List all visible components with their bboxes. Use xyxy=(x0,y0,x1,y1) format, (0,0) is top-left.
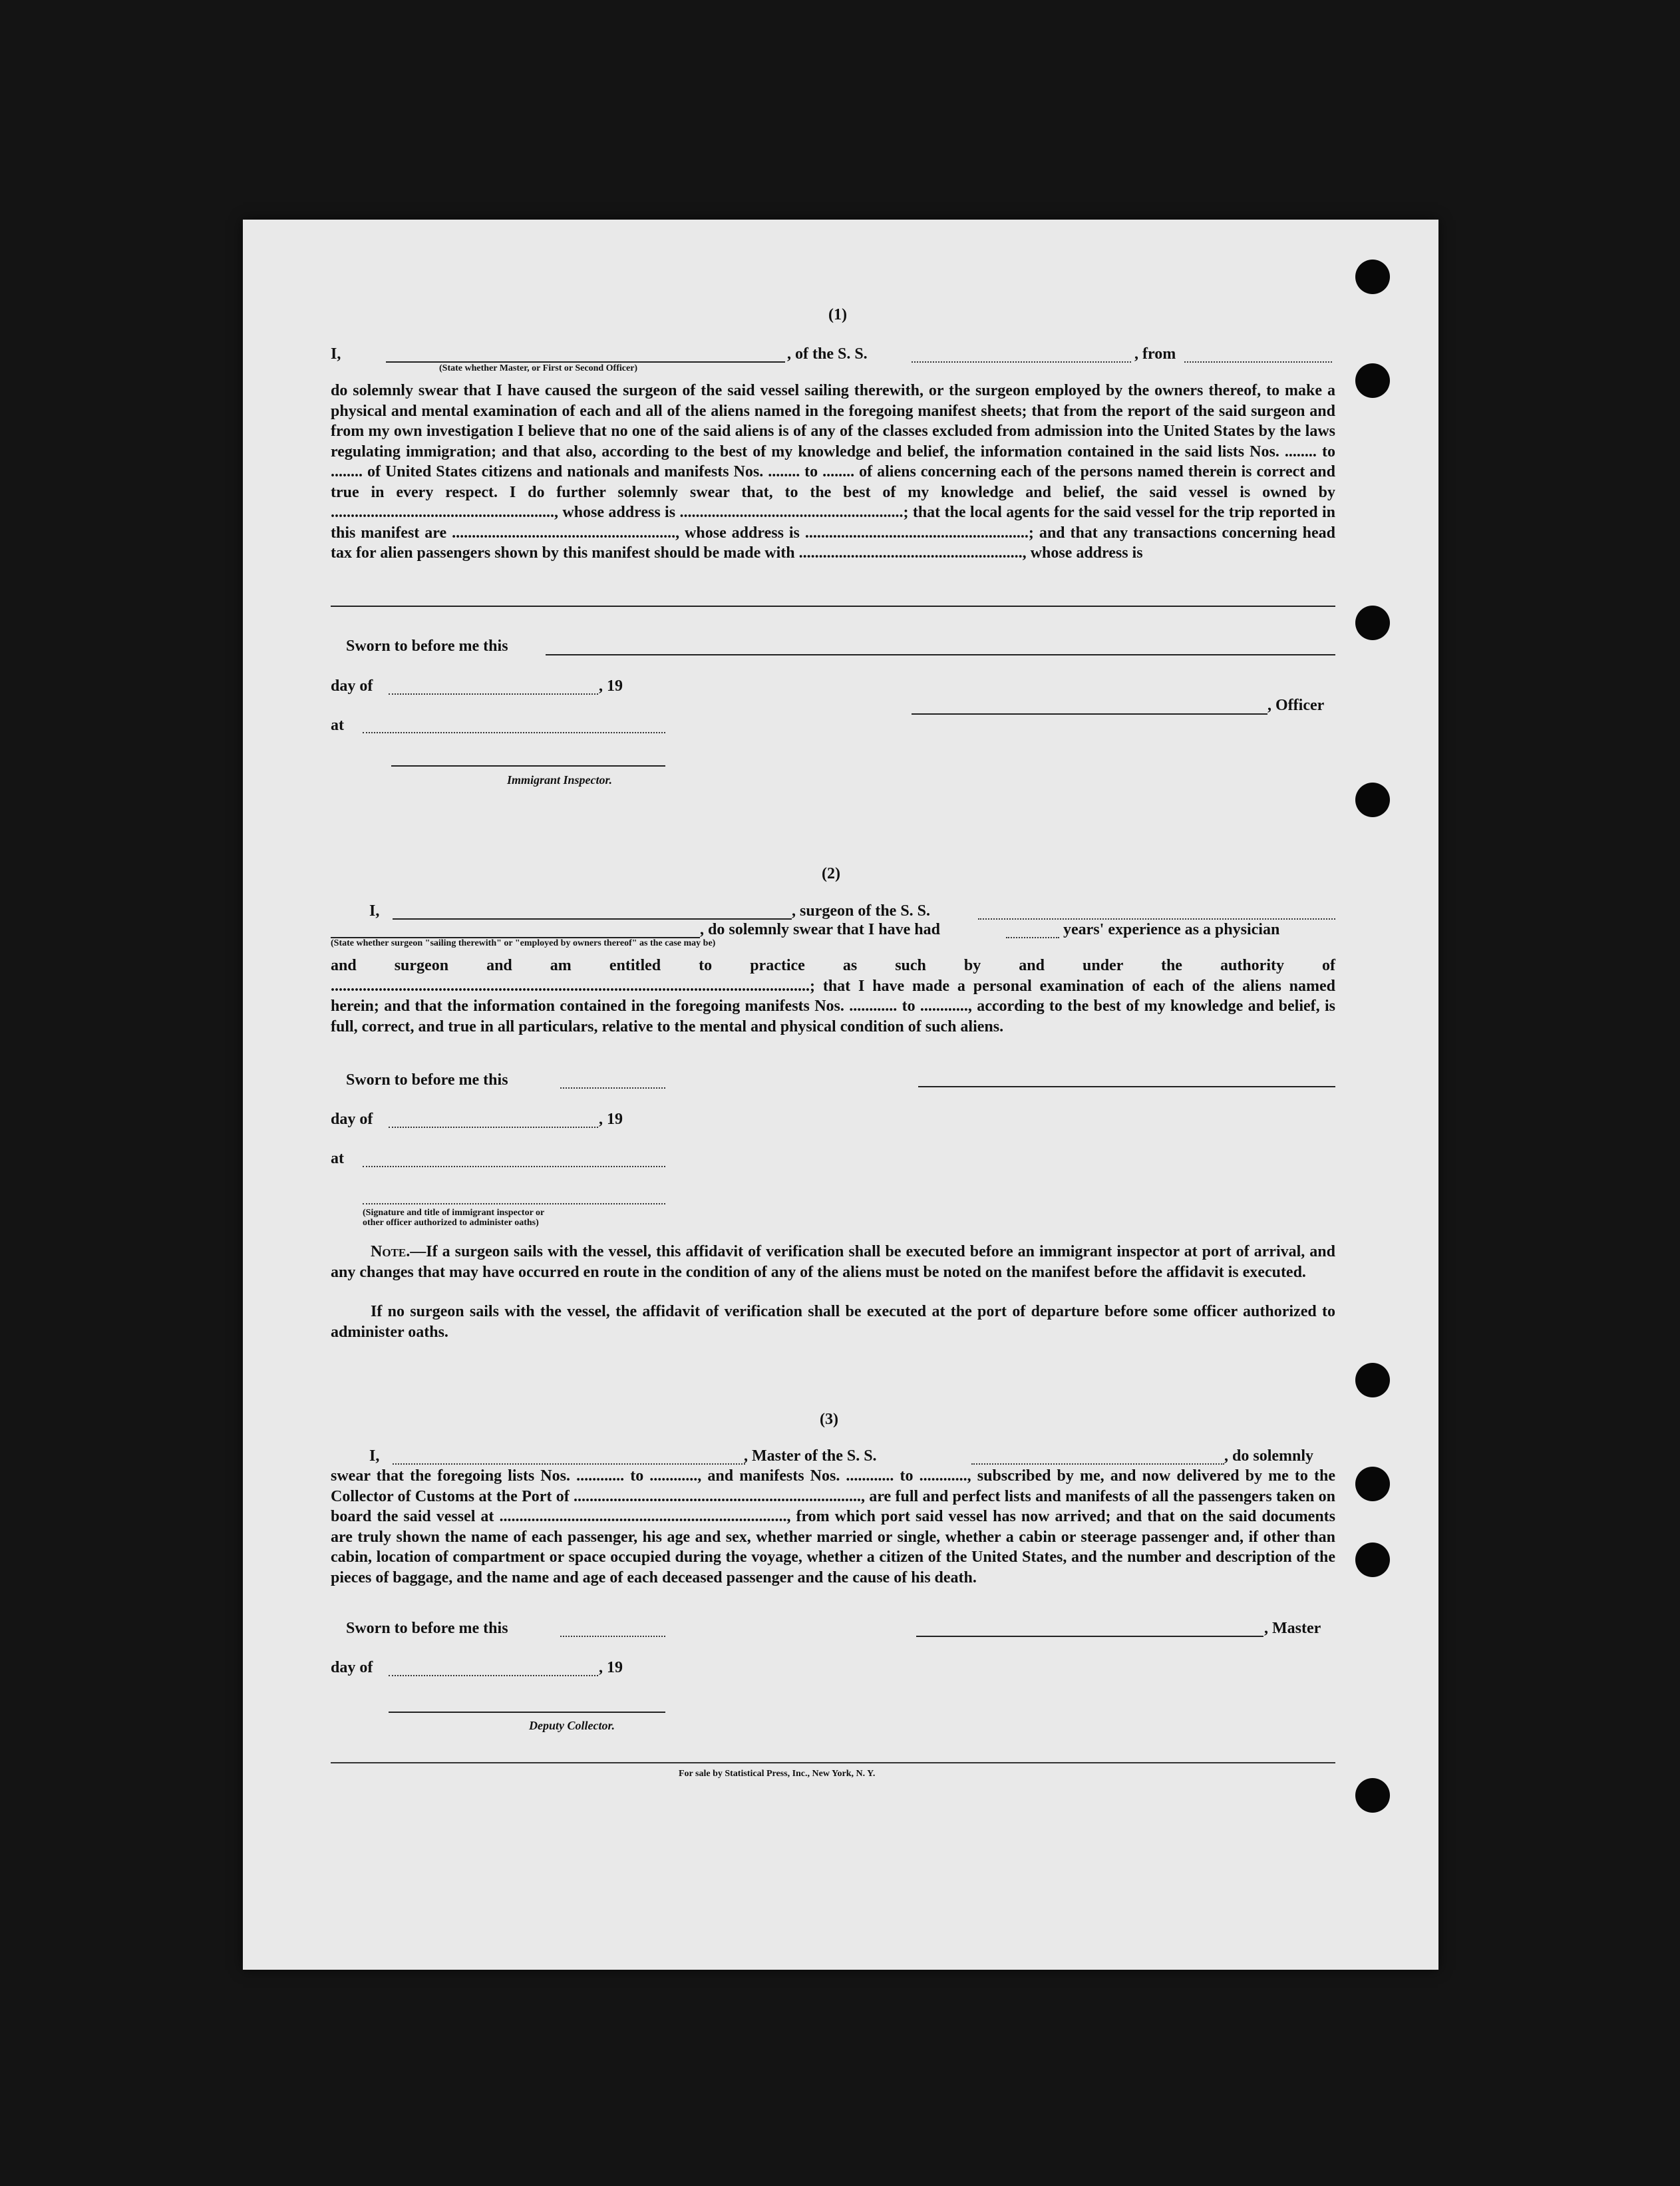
port-from-line[interactable] xyxy=(1184,361,1332,363)
section-2-day-of: day of xyxy=(331,1111,373,1128)
day-line[interactable] xyxy=(389,693,598,695)
section-3-body: swear that the foregoing lists Nos. ............ to ............, and manifests Nos. ............ to ............, subscribed by me, and now delivered by me to the Collector of Customs at the Port of ........................................................................, are full and perfect lists and manifests of all the passengers taken on board the said vessel at ........................................................................, from which port said vessel has now arrived; and that on the said documents are truly shown the name of each passenger, his age and sex, whether married or single, whether a cabin or steerage passenger and, if other than cabin, location of compartment or space occupied during the voyage, whether a citizen of the United States, and the number and description of the pieces of baggage, and the name and age of each deceased passenger and the cause of his death. xyxy=(331,1467,1335,1586)
at-line-2[interactable] xyxy=(363,1166,665,1167)
vessel-name-line[interactable] xyxy=(912,361,1131,363)
section-1-i-label: I, xyxy=(331,345,341,363)
at-line[interactable] xyxy=(363,732,665,733)
note-text-2: If no surgeon sails with the vessel, the affidavit of verification shall be executed at the port of departure before some officer authorized to administer oaths. xyxy=(331,1303,1335,1341)
address-line[interactable] xyxy=(331,606,1335,607)
section-1-day-of: day of xyxy=(331,677,373,695)
inspector-signature-line-2[interactable] xyxy=(363,1203,665,1204)
deputy-signature-line[interactable] xyxy=(389,1712,665,1713)
day-line-3[interactable] xyxy=(389,1675,598,1676)
sworn-line-3[interactable] xyxy=(560,1636,665,1637)
section-2-i-label: I, xyxy=(369,902,380,920)
binder-hole xyxy=(1355,363,1390,398)
section-2-surgeon-of: , surgeon of the S. S. xyxy=(792,902,931,920)
years-line[interactable] xyxy=(1006,937,1059,938)
binder-hole xyxy=(1355,1363,1390,1397)
binder-hole xyxy=(1355,260,1390,294)
inspector-signature-line[interactable] xyxy=(391,765,665,767)
section-2-sworn: Sworn to before me this xyxy=(346,1071,508,1089)
section-1-number: (1) xyxy=(828,306,847,323)
deputy-caption: Deputy Collector. xyxy=(529,1719,615,1732)
signature-caption-1: (Signature and title of immigrant inspector or xyxy=(363,1208,545,1218)
officer-label: , Officer xyxy=(1267,697,1325,714)
section-3-i-label: I, xyxy=(369,1447,380,1465)
section-3-day-of: day of xyxy=(331,1659,373,1676)
master-label: , Master xyxy=(1264,1620,1321,1637)
master-vessel-line[interactable] xyxy=(971,1463,1224,1465)
note-paragraph xyxy=(331,1242,1335,1282)
officer-caption: (State whether Master, or First or Second Officer) xyxy=(439,363,638,373)
officer-name-line[interactable] xyxy=(386,361,785,363)
surgeon-signature-line[interactable] xyxy=(918,1086,1335,1087)
section-1-at: at xyxy=(331,717,344,734)
section-2-number: (2) xyxy=(822,865,840,882)
section-1-body: do solemnly swear that I have caused the surgeon of the said vessel sailing therewith, or the surgeon employed by the owners thereof, to make a physical and mental examination of each and all of the aliens named in the foregoing manifest sheets; that from the report of the said surgeon and from my own investigation I believe that no one of the said aliens is of any of the classes excluded from admission into the United States by the laws regulating immigration; and that also, according to the best of my knowledge and belief, the information contained in the said lists Nos. ........ to ........ of United States citizens and nationals and manifests Nos. ........ to ........ of aliens concerning each of the persons named therein is correct and true in every respect. I do further solemnly swear that, to the best of my knowledge and belief, the said vessel is owned by ........................................................, whose address is ........................................................; that the local agents for the said vessel for the trip reported in this manifest are ........................................................, whose address is ........................................................; and that any transactions concerning head tax for alien passengers shown by this manifest should be made with ........................................................, whose address is xyxy=(331,382,1335,562)
sworn-line[interactable] xyxy=(546,654,1335,655)
section-3-number: (3) xyxy=(820,1411,838,1428)
section-2-body: and surgeon and am entitled to practice as such by and under the authority of ........................................................................................................................; that I have made a personal examination of each of the aliens named herein; and that the information contained in the foregoing manifests Nos. ............ to ............, according to the best of my knowledge and belief, is full, correct, and true in all particulars, relative to the mental and physical condition of such aliens. xyxy=(331,957,1335,1035)
note-label: Note. xyxy=(371,1243,411,1260)
section-2-year: , 19 xyxy=(599,1111,623,1128)
note-text-1: —If a surgeon sails with the vessel, this affidavit of verification shall be executed before an immigrant inspector at port of arrival, and any changes that may have occurred en route in the condition of any of the aliens must be noted on the manifest before the affidavit is executed. xyxy=(331,1243,1335,1281)
surgeon-caption: (State whether surgeon "sailing therewith" or "employed by owners thereof" as the case may be) xyxy=(331,938,716,948)
sworn-line-2[interactable] xyxy=(560,1087,665,1089)
binder-hole xyxy=(1355,1543,1390,1577)
section-3-sworn: Sworn to before me this xyxy=(346,1620,508,1637)
section-3-master-of: , Master of the S. S. xyxy=(744,1447,877,1465)
binder-hole xyxy=(1355,1778,1390,1813)
day-line-2[interactable] xyxy=(389,1127,598,1128)
footer-text: For sale by Statistical Press, Inc., New York, N. Y. xyxy=(679,1769,876,1779)
section-1-sworn: Sworn to before me this xyxy=(346,638,508,655)
section-3-year: , 19 xyxy=(599,1659,623,1676)
section-3-solemnly: , do solemnly xyxy=(1224,1447,1314,1465)
signature-caption-2: other officer authorized to administer oaths) xyxy=(363,1218,539,1228)
binder-hole xyxy=(1355,1467,1390,1501)
section-1-year: , 19 xyxy=(599,677,623,695)
inspector-caption: Immigrant Inspector. xyxy=(507,773,613,787)
master-name-line[interactable] xyxy=(393,1463,745,1465)
footer-rule xyxy=(331,1762,1335,1763)
section-1-from: , from xyxy=(1134,345,1176,363)
section-1-of-ss: , of the S. S. xyxy=(787,345,868,363)
section-2-at: at xyxy=(331,1150,344,1167)
officer-signature-line[interactable] xyxy=(912,713,1267,715)
section-2-experience: years' experience as a physician xyxy=(1063,921,1280,938)
binder-hole xyxy=(1355,606,1390,640)
master-signature-line[interactable] xyxy=(916,1636,1263,1637)
section-2-swear: , do solemnly swear that I have had xyxy=(700,921,940,938)
binder-hole xyxy=(1355,783,1390,817)
